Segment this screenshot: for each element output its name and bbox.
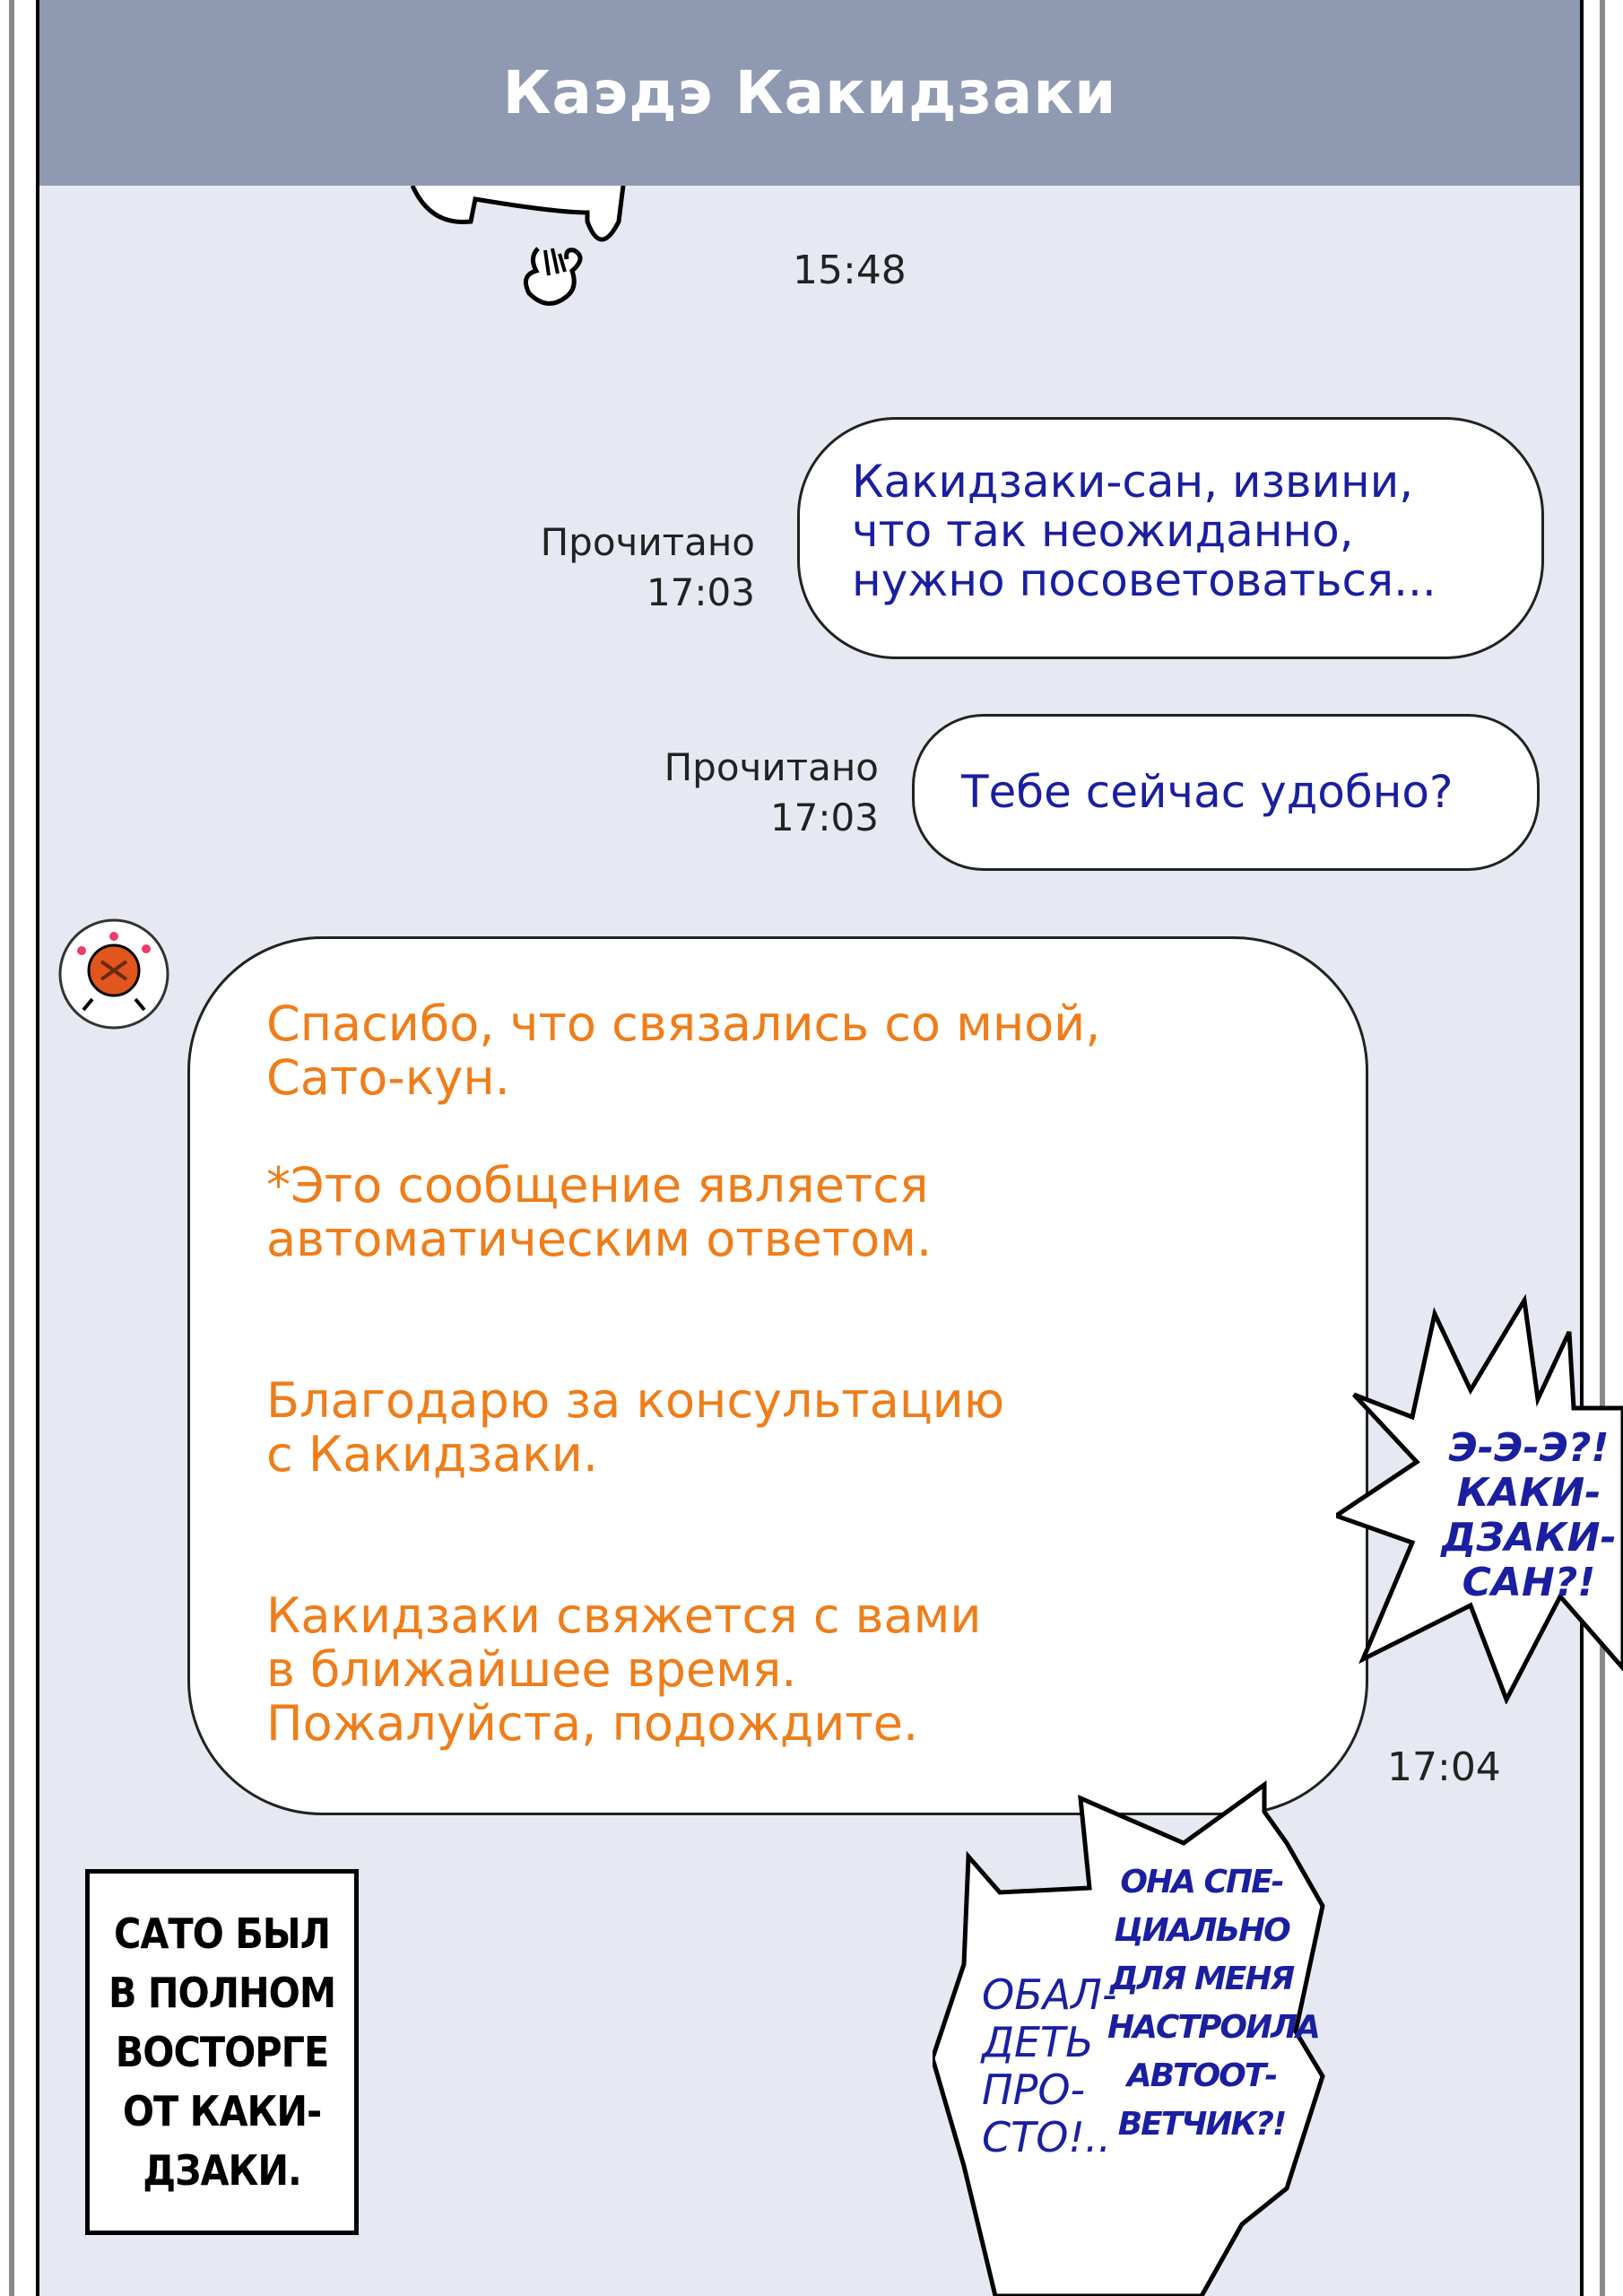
message-1-meta: [502, 517, 755, 618]
text-line: Э-Э-Э?!: [1448, 1425, 1610, 1471]
message-1-text: [852, 457, 1436, 605]
text-line: В ПОЛНОМ: [108, 1969, 336, 2017]
text-line: САТО БЫЛ: [114, 1909, 330, 1958]
text-line: в ближайшее время.: [266, 1641, 797, 1698]
text-line: ДЕТЬ: [982, 2018, 1094, 2066]
message-time: 17:03: [769, 796, 879, 839]
text-line: ОТ КАКИ-: [122, 2087, 322, 2135]
sticker-image: [395, 186, 753, 329]
text-line: АВТООТ-: [1126, 2057, 1277, 2094]
message-2-text: [961, 768, 1454, 817]
reply-text: [266, 997, 1100, 1751]
text-line: Какидзаки-сан, извини,: [852, 456, 1414, 508]
text-line: *Это сообщение является: [266, 1157, 929, 1213]
text-line: НАСТРОИЛА: [1107, 2009, 1319, 2046]
page-margin-bar-right: [1600, 0, 1605, 2296]
text-line: ДЗАКИ.: [143, 2146, 301, 2195]
thought-left-text: [982, 1970, 1117, 2161]
text-line: САН?!: [1462, 1560, 1596, 1605]
text-line: ВЕТЧИК?!: [1117, 2106, 1286, 2143]
read-status: Прочитано: [664, 745, 879, 789]
text-line: КАКИ-: [1456, 1470, 1601, 1516]
text-line: что так неожиданно,: [852, 505, 1354, 557]
text-line: Сато-кун.: [266, 1049, 510, 1106]
text-line: ВОСТОРГЕ: [115, 2028, 329, 2076]
text-line: автоматическим ответом.: [266, 1211, 933, 1267]
contact-name: Каэдэ Какидзаки: [502, 58, 1117, 127]
text-line: Тебе сейчас удобно?: [961, 766, 1454, 818]
text-line: ДЗАКИ-: [1441, 1515, 1617, 1561]
text-line: Пожалуйста, подождите.: [266, 1695, 919, 1752]
text-line: нужно посоветоваться...: [852, 554, 1436, 606]
text-line: Какидзаки свяжется с вами: [266, 1587, 982, 1644]
text-line: ПРО-: [982, 2066, 1086, 2114]
text-line: ОБАЛ-: [982, 1970, 1117, 2019]
text-line: ЦИАЛЬНО: [1114, 1912, 1289, 1949]
text-line: Спасибо, что связались со мной,: [266, 996, 1101, 1052]
text-line: СТО!..: [982, 2113, 1112, 2161]
chat-header: [39, 0, 1580, 186]
reply-timestamp: 17:04: [1387, 1744, 1501, 1790]
text-line: ДЛЯ МЕНЯ: [1109, 1961, 1294, 1997]
contact-avatar[interactable]: [56, 917, 171, 1031]
thought-right-text: [1107, 1858, 1319, 2149]
text-line: Благодарю за консультацию: [266, 1372, 1005, 1429]
shout-text: [1430, 1426, 1623, 1605]
page-margin-bar: [9, 0, 14, 2296]
message-2-meta: [619, 743, 879, 843]
text-line: ОНА СПЕ-: [1120, 1864, 1283, 1900]
message-time: 17:03: [646, 570, 755, 614]
read-status: Прочитано: [540, 520, 755, 564]
narration-box: [85, 1869, 359, 2235]
sticker-timestamp: 15:48: [793, 248, 907, 293]
text-line: с Какидзаки.: [266, 1426, 599, 1483]
